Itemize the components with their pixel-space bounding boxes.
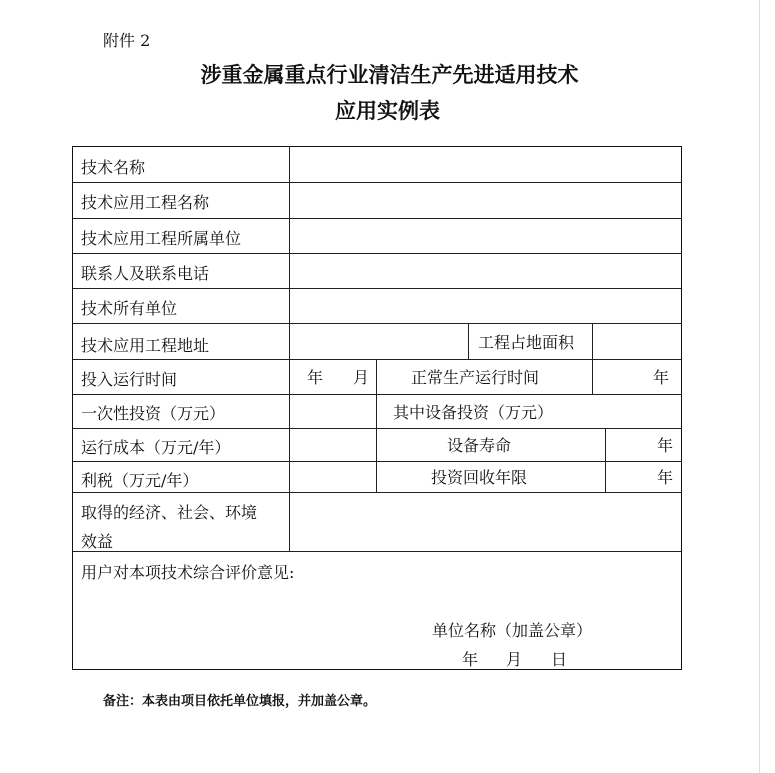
label-tax: 利税（万元/年） (81, 471, 199, 490)
row-divider (73, 359, 681, 360)
label-project-unit: 技术应用工程所属单位 (81, 229, 242, 248)
label-user-opinion: 用户对本项技术综合评价意见: (81, 563, 295, 582)
row-divider (73, 253, 681, 254)
label-normal-time: 正常生产运行时间 (411, 368, 540, 387)
row-divider (73, 288, 681, 289)
column-divider (605, 428, 606, 492)
date-month: 月 (506, 650, 523, 669)
row-divider (73, 492, 681, 493)
column-divider (592, 323, 593, 359)
column-divider (468, 323, 469, 359)
label-project-address: 技术应用工程地址 (81, 336, 210, 355)
row-divider (73, 394, 681, 395)
column-divider (592, 359, 593, 394)
label-contact: 联系人及联系电话 (81, 264, 210, 283)
form-note: 备注：本表由项目依托单位填报，并加盖公章。 (103, 694, 377, 709)
date-day: 日 (551, 650, 568, 669)
column-divider (376, 359, 377, 492)
label-benefit-line1: 取得的经济、社会、环境 (81, 503, 258, 522)
start-year-unit: 年 (307, 368, 324, 387)
label-project-name: 技术应用工程名称 (81, 193, 210, 212)
label-benefit-line2: 效益 (81, 532, 114, 551)
date-year: 年 (462, 650, 479, 669)
life-unit: 年 (657, 436, 674, 455)
normal-time-unit: 年 (653, 368, 670, 387)
row-divider (73, 323, 681, 324)
label-payback: 投资回收年限 (431, 468, 528, 487)
label-owner-unit: 技术所有单位 (81, 299, 178, 318)
form-title-line2: 应用实例表 (335, 99, 440, 123)
payback-unit: 年 (657, 468, 674, 487)
label-unit-seal: 单位名称（加盖公章） (432, 621, 593, 640)
label-life: 设备寿命 (447, 436, 512, 455)
label-land-area: 工程占地面积 (478, 333, 575, 352)
application-example-table (72, 146, 682, 670)
label-start-time: 投入运行时间 (81, 370, 178, 389)
row-divider (73, 218, 681, 219)
row-divider (73, 461, 681, 462)
attachment-label: 附件 2 (103, 31, 151, 50)
row-divider (73, 551, 681, 552)
label-equip-invest: 其中设备投资（万元） (393, 403, 554, 422)
row-divider (73, 182, 681, 183)
label-invest: 一次性投资（万元） (81, 404, 226, 423)
start-month-unit: 月 (353, 368, 370, 387)
column-divider (289, 147, 290, 551)
form-title-line1: 涉重金属重点行业清洁生产先进适用技术 (200, 63, 579, 87)
label-tech-name: 技术名称 (81, 158, 146, 177)
label-cost: 运行成本（万元/年） (81, 438, 231, 457)
row-divider (73, 428, 681, 429)
